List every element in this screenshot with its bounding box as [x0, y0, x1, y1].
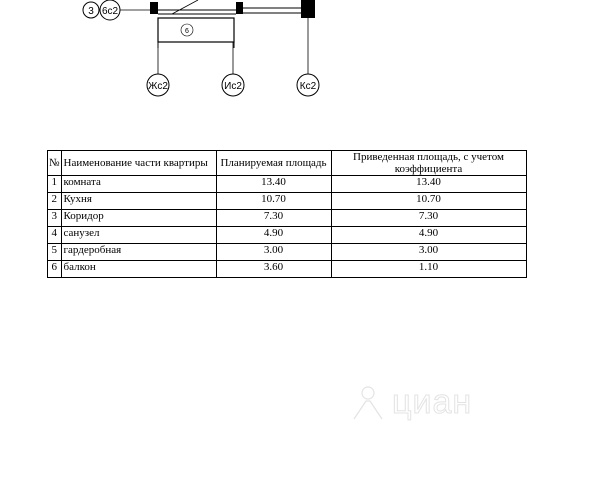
axis-bubble-i-label: Ис2	[224, 81, 242, 92]
axis-bubble-zh-label: Жс2	[148, 81, 168, 92]
wall-block-left	[150, 2, 158, 14]
row-planned-area: 4.90	[216, 227, 331, 244]
row-planned-area: 13.40	[216, 176, 331, 193]
row-room-name: Кухня	[61, 193, 216, 210]
row-reduced-area: 13.40	[331, 176, 526, 193]
row-reduced-area: 1.10	[331, 261, 526, 278]
row-reduced-area: 10.70	[331, 193, 526, 210]
row-planned-area: 3.00	[216, 244, 331, 261]
door-swing	[172, 0, 198, 14]
row-room-name: Коридор	[61, 210, 216, 227]
row-number: 1	[48, 176, 62, 193]
table-row	[48, 261, 527, 278]
row-number: 6	[48, 261, 62, 278]
row-reduced-area: 7.30	[331, 210, 526, 227]
row-number: 5	[48, 244, 62, 261]
axis-marker-label: 6с2	[101, 6, 119, 17]
table-header-row	[48, 151, 527, 176]
row-planned-area: 10.70	[216, 193, 331, 210]
row-reduced-area: 3.00	[331, 244, 526, 261]
header-room-name: Наименование части квартиры	[61, 151, 216, 176]
row-number: 2	[48, 193, 62, 210]
row-reduced-area: 4.90	[331, 227, 526, 244]
row-planned-area: 3.60	[216, 261, 331, 278]
room-number-label: 6	[185, 28, 189, 35]
header-planned-area: Планируемая площадь	[216, 151, 331, 176]
axis-bubble-k-label: Кс2	[299, 81, 317, 92]
watermark-text: циан	[392, 383, 473, 421]
header-number: №	[48, 151, 62, 176]
row-planned-area: 7.30	[216, 210, 331, 227]
table-row	[48, 227, 527, 244]
person-icon	[348, 385, 388, 421]
row-room-name: санузел	[61, 227, 216, 244]
section-marker-label: 3	[88, 6, 94, 17]
area-table	[47, 150, 527, 278]
balcony-outline	[158, 18, 234, 42]
header-reduced-area: Приведенная площадь, с учетом коэффициента	[331, 151, 526, 176]
row-room-name: балкон	[61, 261, 216, 278]
wall-block-middle	[236, 2, 243, 14]
row-number: 3	[48, 210, 62, 227]
row-room-name: комната	[61, 176, 216, 193]
table-row	[48, 176, 527, 193]
cian-watermark	[348, 383, 548, 419]
row-room-name: гардеробная	[61, 244, 216, 261]
row-number: 4	[48, 227, 62, 244]
floor-plan-fragment	[0, 0, 601, 110]
table-row	[48, 210, 527, 227]
wall-block-right	[301, 0, 315, 18]
table-row	[48, 193, 527, 210]
table-row	[48, 244, 527, 261]
